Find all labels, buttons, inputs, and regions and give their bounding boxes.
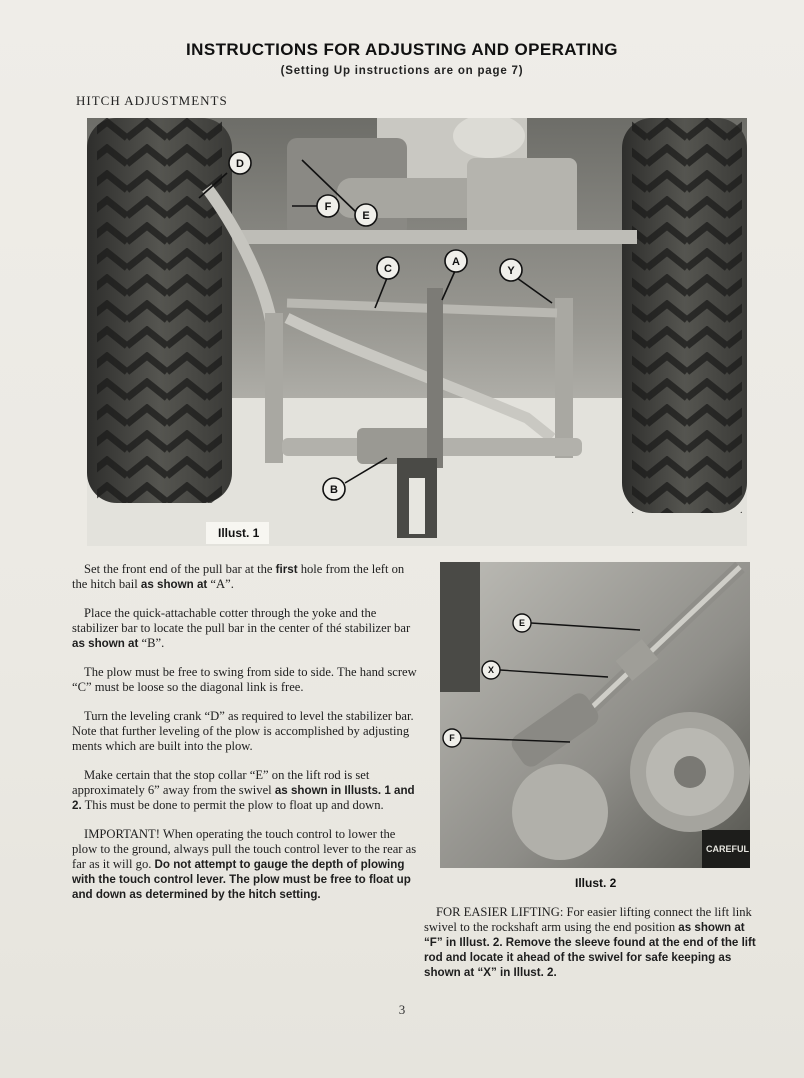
left-column-text xyxy=(72,562,418,916)
illustration-1-caption: Illust. 1 xyxy=(206,522,269,544)
callout-y: Y xyxy=(507,265,515,277)
careful-stamp: CAREFUL xyxy=(706,844,749,854)
tractor-hitch-photo xyxy=(87,118,747,546)
paragraph-cotter: Place the quick-attachable cotter through the yoke and the stabilizer bar to locate the pull bar in the center of thé stabilizer bar as shown at “B”. xyxy=(72,606,411,650)
paragraph-important: IMPORTANT! When operating the touch control to lower the plow to the ground, always pull the touch control lever to the rear as far as it will go. Do not attempt to gauge the depth of plowing with the touch control lever. The plow must be free to float up and down as determined by the hitch setting. xyxy=(72,827,417,901)
paragraph-stop-collar: Make certain that the stop collar “E” on the lift rod is set approximately 6” away from the swivel as shown in Illusts. 1 and 2. This must be done to permit the plow to float up and down. xyxy=(72,768,415,812)
callout-a: A xyxy=(452,256,460,268)
right-column-text xyxy=(424,905,764,994)
paragraph-leveling: Turn the leveling crank “D” as required to level the stabilizer bar. Note that further leveling of the plow is accomplished by adjusting ments which are built into the plow. xyxy=(72,709,414,753)
illustration-2-photo xyxy=(440,562,750,868)
paragraph-easier-lifting: FOR EASIER LIFTING: For easier lifting connect the lift link swivel to the rockshaft arm using the end position as shown at “F” in Illust. 2. Remove the sleeve found at the end of the lift rod and locate it ahead of the swivel for safe keeping as shown at “X” in Illust. 2. xyxy=(424,905,756,979)
page-number: 3 xyxy=(398,1002,406,1017)
paragraph-swing: The plow must be free to swing from side to side. The hand screw “C” must be loose so the diagonal link is free. xyxy=(72,665,417,694)
callout-b: B xyxy=(330,484,338,496)
paragraph-pull-bar: Set the front end of the pull bar at the first hole from the left on the hitch bail as shown at “A”. xyxy=(72,562,405,591)
illustration-1-photo xyxy=(87,118,747,546)
callout-f: F xyxy=(324,201,332,213)
callout-e2: E xyxy=(518,618,526,628)
lift-rod-closeup-photo xyxy=(440,562,750,868)
callout-d: D xyxy=(236,158,244,170)
callout-x: X xyxy=(487,665,495,675)
page-subtitle: (Setting Up instructions are on page 7) xyxy=(280,65,524,77)
illustration-2-caption: Illust. 2 xyxy=(575,876,617,890)
section-heading: HITCH ADJUSTMENTS xyxy=(76,93,228,108)
callout-c: C xyxy=(384,263,392,275)
callout-e: E xyxy=(362,210,370,222)
callout-f2: F xyxy=(449,733,455,743)
page-title: INSTRUCTIONS FOR ADJUSTING AND OPERATING xyxy=(186,40,618,59)
